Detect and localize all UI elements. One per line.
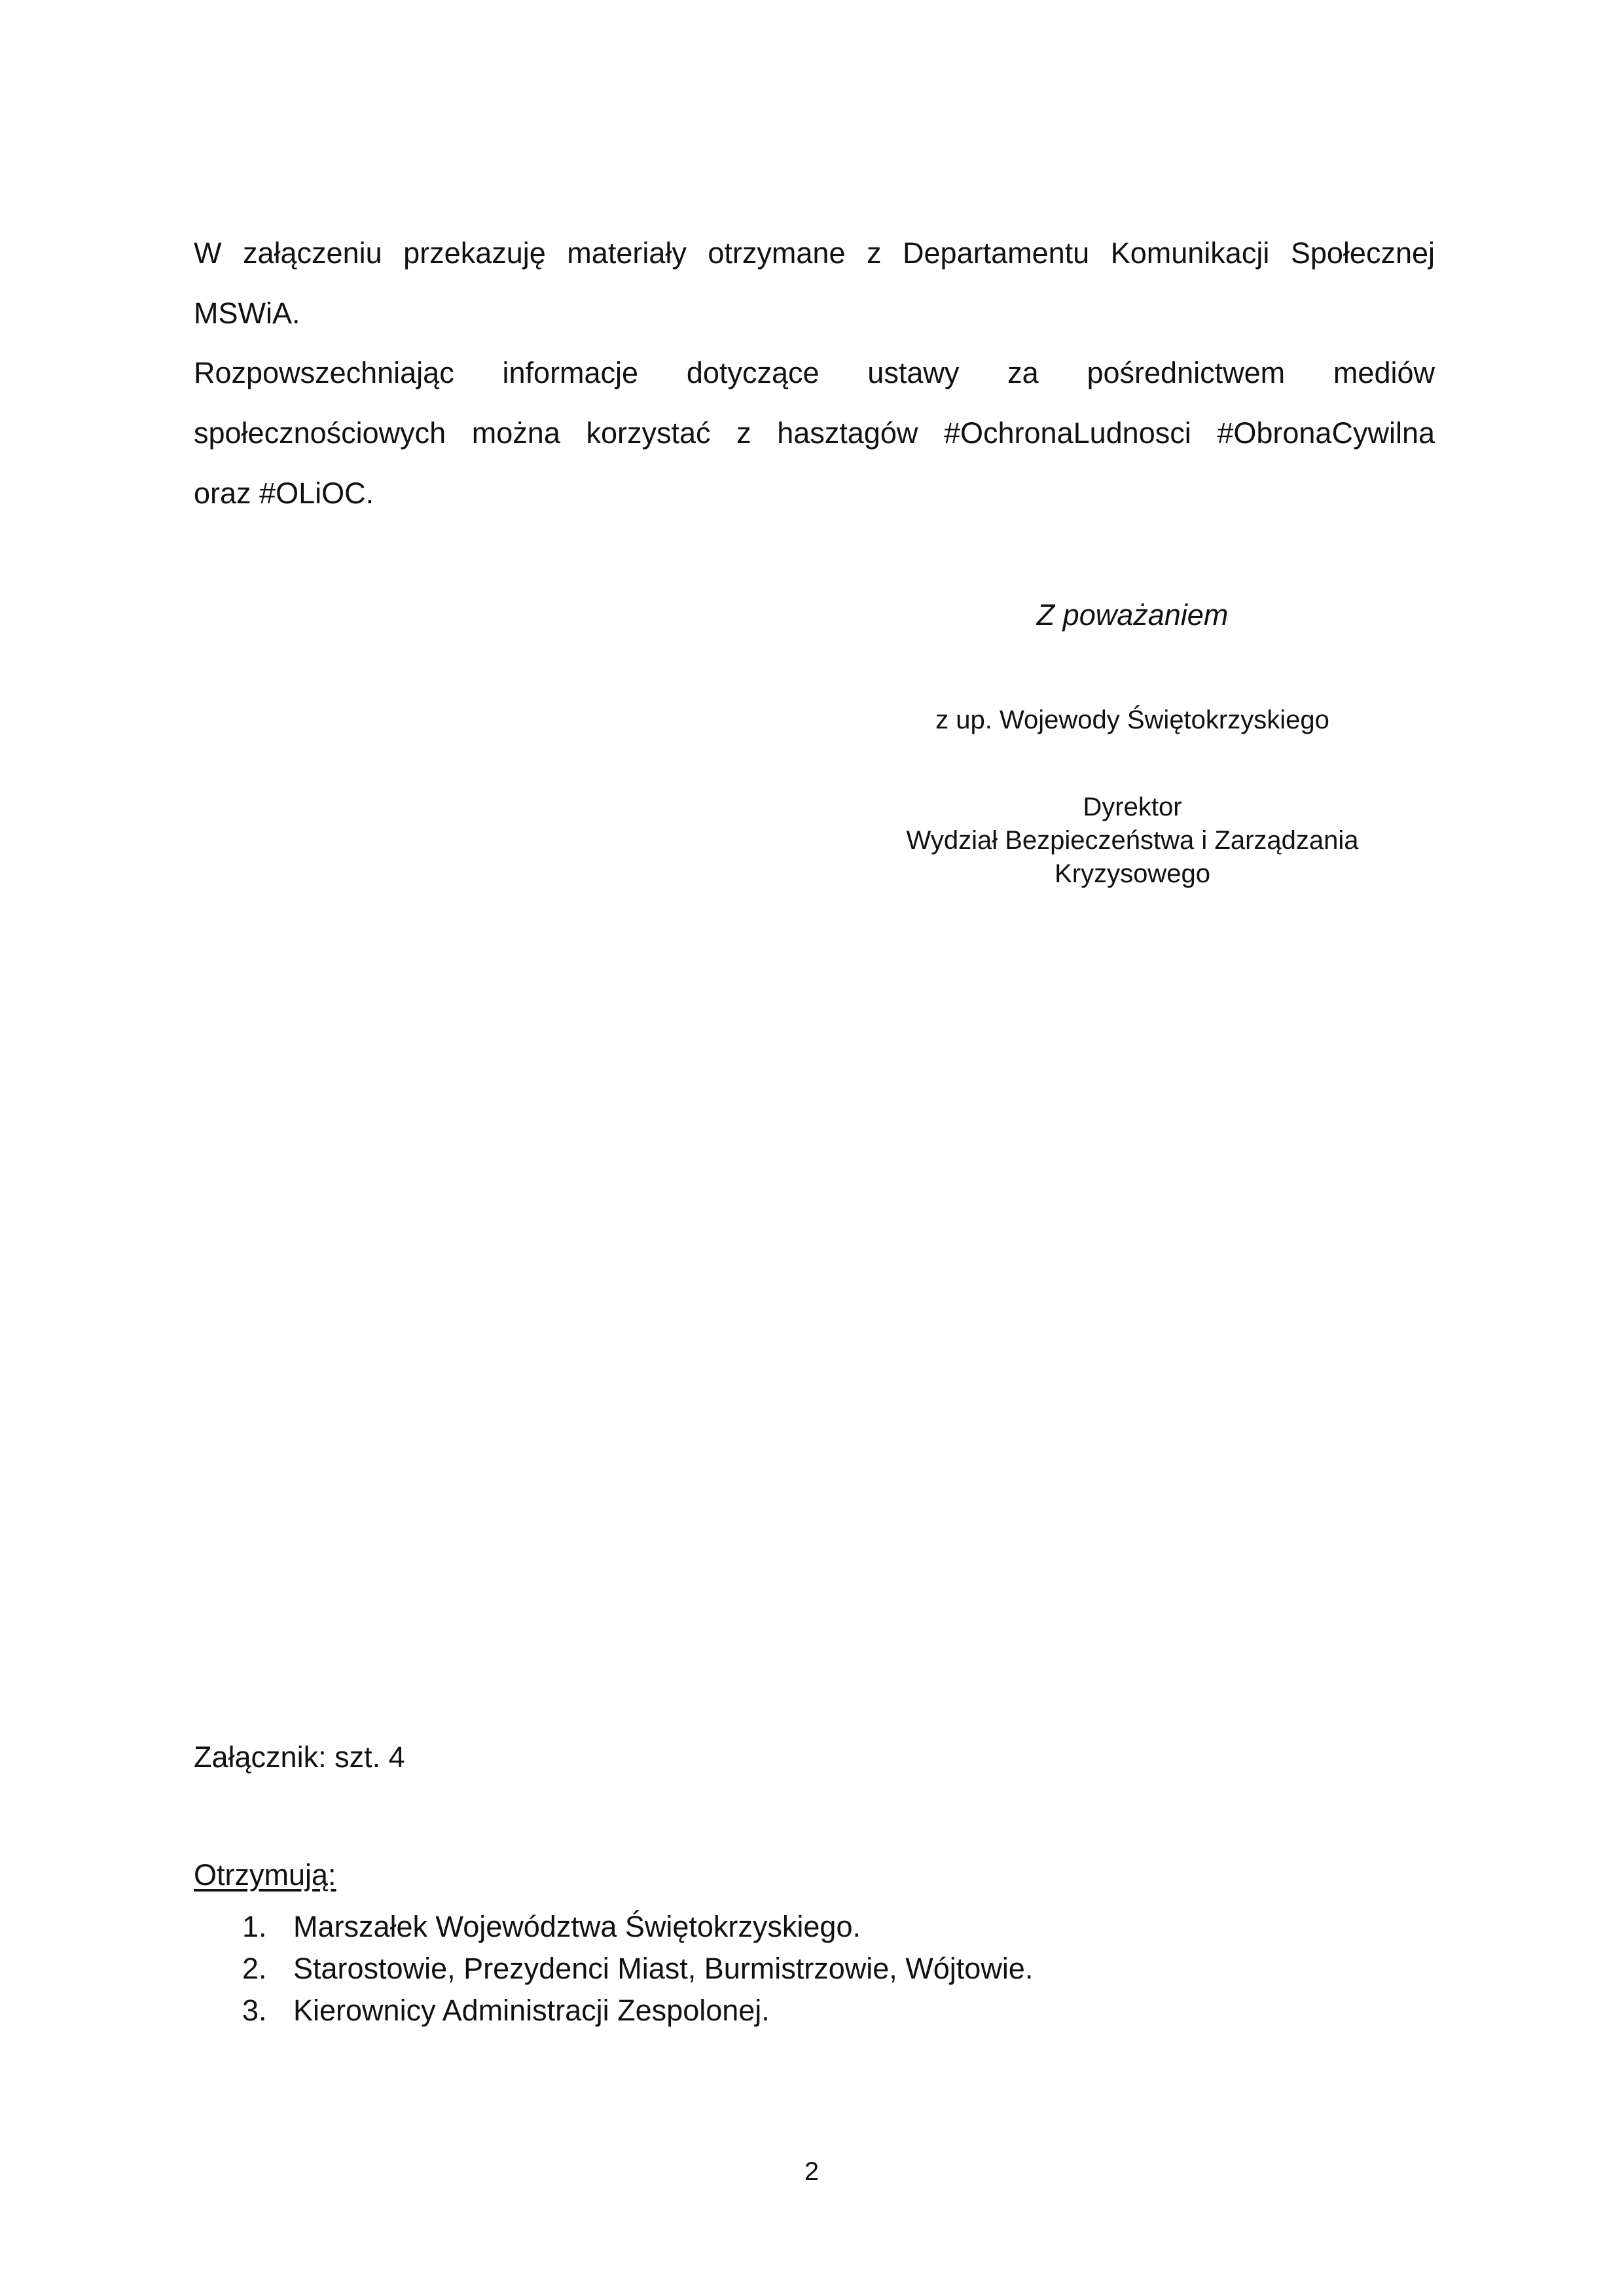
signer-department-line-1: Wydział Bezpieczeństwa i Zarządzania <box>906 826 1359 855</box>
recipient-text: Kierownicy Administracji Zespolonej. <box>293 1994 770 2027</box>
page-number: 2 <box>804 2157 820 2186</box>
recipients-list <box>242 1906 1033 2032</box>
paragraph-hashtags-line-1: Rozpowszechniając informacje dotyczące ustawy za pośrednictwem mediów <box>194 356 1435 389</box>
signer-title: Dyrektor <box>1083 793 1182 821</box>
signer-department-line-2: Kryzysowego <box>1055 859 1210 888</box>
closing-salutation: Z poważaniem <box>1036 598 1229 632</box>
recipient-item <box>242 1990 1033 2032</box>
paragraph-hashtags-line-3: oraz #OLiOC. <box>194 476 374 510</box>
attachment-note: Załącznik: szt. 4 <box>194 1740 405 1774</box>
paragraph-materials: W załączeniu przekazuję materiały otrzymane z Departamentu Komunikacji Społecznej MSWiA. <box>194 236 1435 330</box>
recipient-text: Marszałek Województwa Świętokrzyskiego. <box>293 1910 861 1943</box>
recipients-heading: Otrzymują: <box>194 1858 336 1892</box>
paragraph-hashtags-line-2: społecznościowych można korzystać z hasztagów #OchronaLudnosci #ObronaCywilna <box>194 416 1435 450</box>
signature-authority: z up. Wojewody Świętokrzyskiego <box>935 706 1329 734</box>
recipient-item <box>242 1948 1033 1990</box>
recipient-number: 2. <box>242 1952 267 1985</box>
recipient-number: 1. <box>242 1910 267 1943</box>
paragraph-hashtags <box>194 343 1435 524</box>
recipient-text: Starostowie, Prezydenci Miast, Burmistrzowie, Wójtowie. <box>293 1952 1034 1985</box>
recipient-number: 3. <box>242 1994 267 2027</box>
signature-block <box>851 791 1414 891</box>
recipient-item <box>242 1906 1033 1948</box>
